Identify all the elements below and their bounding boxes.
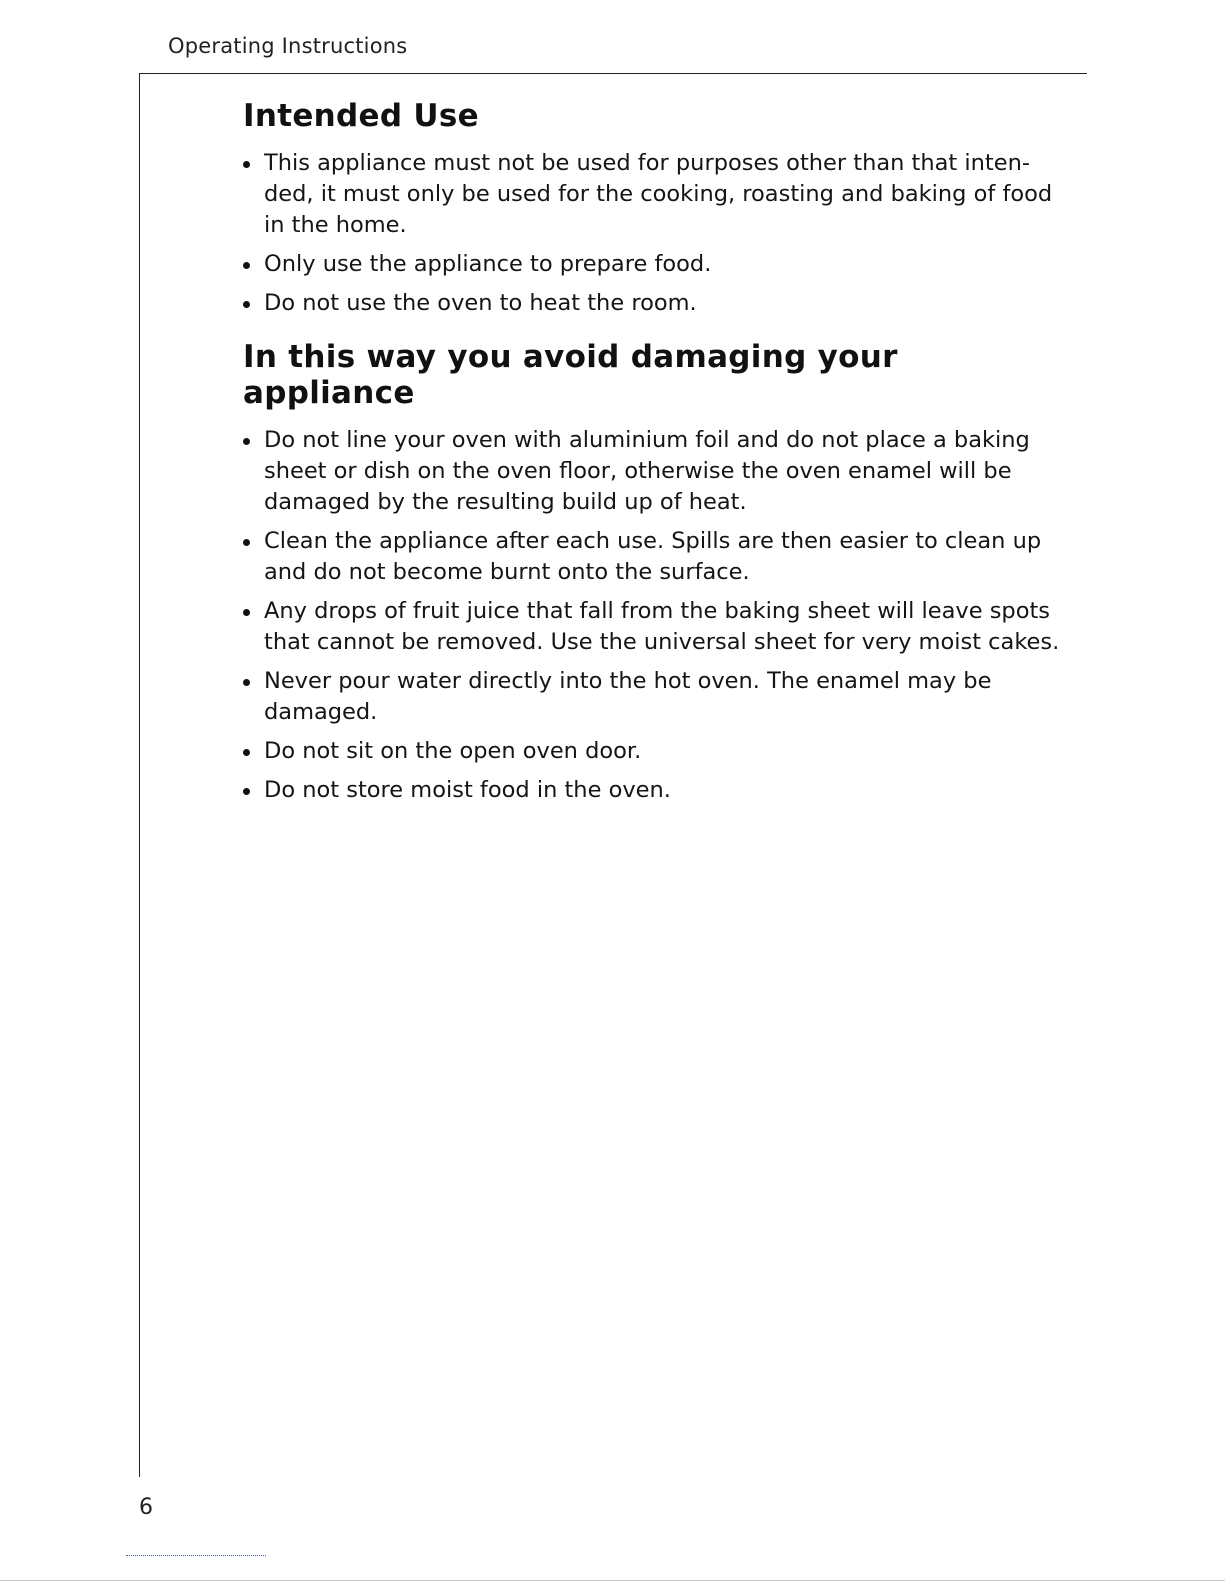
- bullet-icon: [243, 749, 250, 756]
- list-item-text: Do not use the oven to heat the room.: [264, 290, 697, 316]
- page-number: 6: [139, 1495, 153, 1520]
- bullet-icon: [243, 609, 250, 616]
- list-item-text: Only use the appliance to prepare food.: [264, 251, 712, 277]
- list-item-text: This appliance must not be used for purposes other than that inten-ded, it must only be used for the cooking, roasting and baking of food in the home.: [264, 150, 1053, 238]
- list-item: [243, 736, 1063, 767]
- list-item-text: Do not sit on the open oven door.: [264, 738, 642, 764]
- intended-use-list: [243, 148, 1063, 319]
- list-item: [243, 249, 1063, 280]
- bottom-edge-rule: [0, 1580, 1225, 1581]
- section-heading-avoid-damage: In this way you avoid damaging your appliance: [243, 339, 898, 411]
- page-content: [243, 98, 1063, 814]
- running-header: Operating Instructions: [168, 34, 408, 58]
- footer-dotted-rule: [126, 1555, 266, 1556]
- list-item-text: Do not line your oven with aluminium foil and do not place a baking sheet or dish on the oven floor, otherwise the oven enamel will be damaged by the resulting build up of heat.: [264, 427, 1030, 515]
- list-item-text: Clean the appliance after each use. Spills are then easier to clean up and do not become burnt onto the surface.: [264, 528, 1042, 585]
- list-item: [243, 775, 1063, 806]
- avoid-damage-list: [243, 425, 1063, 806]
- list-item: [243, 526, 1063, 588]
- list-item-text: Never pour water directly into the hot oven. The enamel may be damaged.: [264, 668, 992, 725]
- bullet-icon: [243, 262, 250, 269]
- bullet-icon: [243, 161, 250, 168]
- list-item-text: Do not store moist food in the oven.: [264, 777, 671, 803]
- section-heading-intended-use: Intended Use: [243, 98, 479, 134]
- margin-rule: [139, 73, 140, 1477]
- list-item: [243, 425, 1063, 518]
- bullet-icon: [243, 679, 250, 686]
- list-item: [243, 596, 1063, 658]
- header-rule: [139, 73, 1087, 74]
- bullet-icon: [243, 539, 250, 546]
- list-item: [243, 148, 1063, 241]
- list-item-text: Any drops of fruit juice that fall from the baking sheet will leave spots that cannot be removed. Use the universal sheet for very moist cakes.: [264, 598, 1060, 655]
- list-item: [243, 666, 1063, 728]
- bullet-icon: [243, 438, 250, 445]
- bullet-icon: [243, 301, 250, 308]
- bullet-icon: [243, 788, 250, 795]
- list-item: [243, 288, 1063, 319]
